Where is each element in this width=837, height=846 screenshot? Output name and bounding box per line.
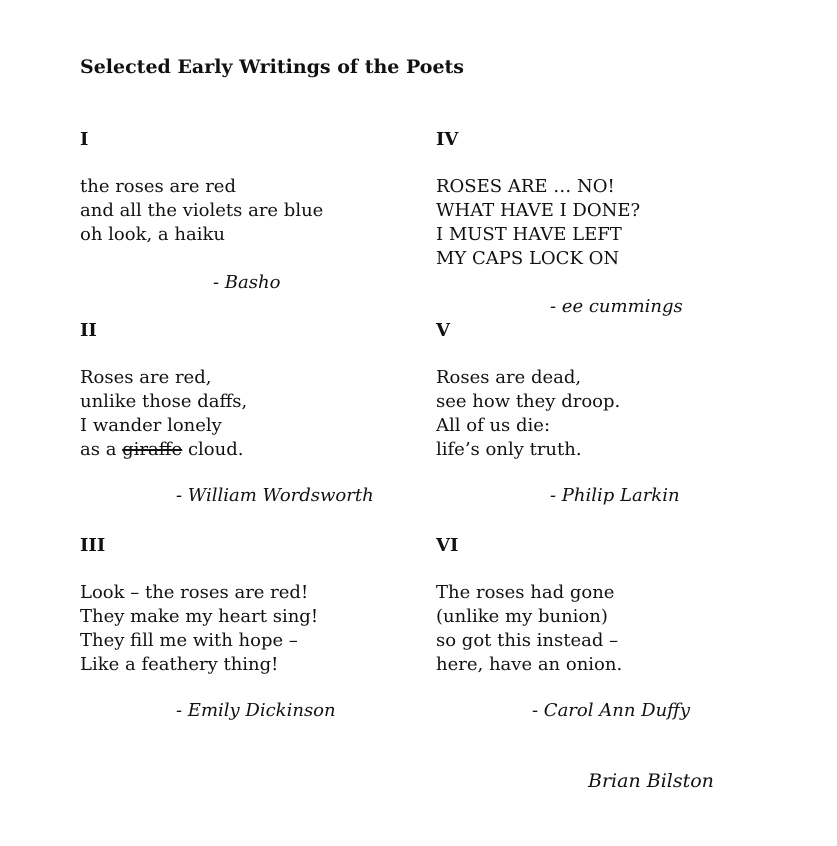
struck-word: giraffe — [122, 439, 183, 460]
poem-number: I — [80, 129, 89, 150]
line-prefix: as a — [80, 439, 123, 460]
poem-vi — [436, 534, 776, 721]
poem-lines — [80, 175, 420, 247]
poem-v — [436, 319, 776, 506]
poem-lines — [436, 366, 776, 462]
line-suffix: cloud. — [182, 439, 244, 460]
poem-author: - William Wordsworth — [176, 485, 374, 506]
poem-line: WHAT HAVE I DONE? — [436, 200, 641, 221]
poem-ii — [80, 319, 420, 506]
poem-line: Roses are dead, — [436, 367, 582, 388]
poem-line: life’s only truth. — [436, 439, 582, 460]
poem-number: III — [80, 535, 106, 556]
poem-line: The roses had gone — [436, 582, 615, 603]
poem-line: oh look, a haiku — [80, 224, 225, 245]
poem-number: II — [80, 320, 97, 341]
poem-author: - ee cummings — [550, 296, 683, 317]
poem-author: - Emily Dickinson — [176, 700, 336, 721]
poem-iv — [436, 128, 776, 317]
poem-line: unlike those daffs, — [80, 391, 248, 412]
poem-line-with-strikethrough — [80, 438, 420, 462]
poem-lines — [80, 581, 420, 677]
poem-lines — [80, 366, 420, 462]
poem-number: V — [436, 320, 450, 341]
poem-line: MY CAPS LOCK ON — [436, 248, 620, 269]
poem-lines — [436, 581, 776, 677]
author-signature: Brian Bilston — [588, 770, 714, 792]
poem-line: so got this instead – — [436, 630, 619, 651]
poem-iii — [80, 534, 420, 721]
poem-line: They make my heart sing! — [80, 606, 319, 627]
poem-author: - Carol Ann Duffy — [532, 700, 691, 721]
poem-line: the roses are red — [80, 176, 236, 197]
poem-i — [80, 128, 420, 293]
poem-line: here, have an onion. — [436, 654, 623, 675]
page-title: Selected Early Writings of the Poets — [80, 56, 465, 78]
poem-line: (unlike my bunion) — [436, 606, 608, 627]
poem-line: ROSES ARE … NO! — [436, 176, 615, 197]
poem-line: They fill me with hope – — [80, 630, 298, 651]
poem-line: I MUST HAVE LEFT — [436, 224, 622, 245]
poem-author: - Basho — [213, 272, 281, 293]
poem-lines — [436, 175, 776, 271]
poem-line: and all the violets are blue — [80, 200, 324, 221]
poem-line: Look – the roses are red! — [80, 582, 309, 603]
poem-number: IV — [436, 129, 459, 150]
poem-line: Like a feathery thing! — [80, 654, 279, 675]
poem-author: - Philip Larkin — [550, 485, 680, 506]
poem-number: VI — [436, 535, 459, 556]
poem-line: Roses are red, — [80, 367, 212, 388]
poem-line: see how they droop. — [436, 391, 621, 412]
poem-line: I wander lonely — [80, 415, 222, 436]
poem-line: All of us die: — [436, 415, 551, 436]
